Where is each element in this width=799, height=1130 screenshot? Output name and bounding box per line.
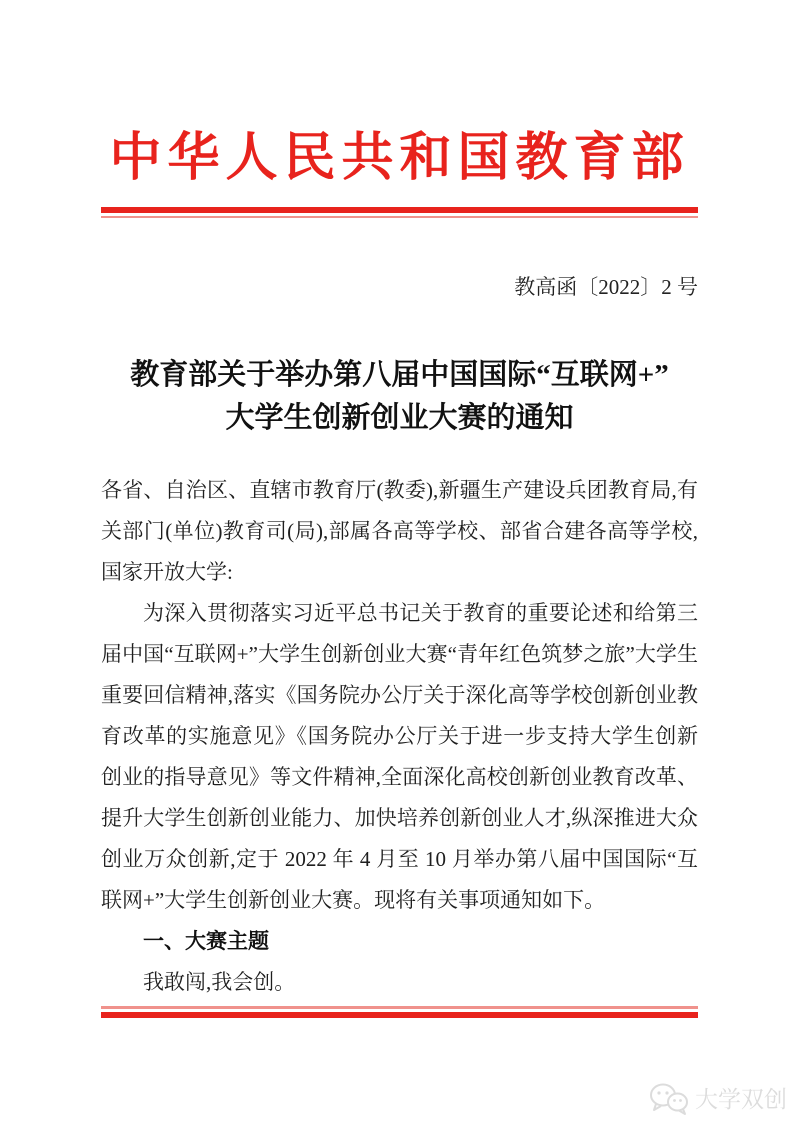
document-title-line1: 教育部关于举办第八届中国国际“互联网+”: [130, 359, 669, 391]
document-body: [101, 470, 698, 1003]
watermark-label: 大学双创: [695, 1085, 787, 1112]
paragraph-intro: 为深入贯彻落实习近平总书记关于教育的重要论述和给第三届中国“互联网+”大学生创新创业大赛“青年红色筑梦之旅”大学生重要回信精神,落实《国务院办公厅关于深化高等学校创新创业教育改革的实施意见》《国务院办公厅关于进一步支持大学生创新创业的指导意见》等文件精神,全面深化高校创新创业教育改革、提升大学生创新创业能力、加快培养创新创业人才,纵深推进大众创业万众创新,定于 2022 年 4 月至 10 月举办第八届中国国际“互联网+”大学生创新创业大赛。现将有关事项通知如下。: [101, 601, 698, 912]
letterhead-org-name: 中华人民共和国教育部: [109, 130, 690, 187]
red-rule-thick-line: [101, 1012, 698, 1018]
document-title-line2: 大学生创新创业大赛的通知: [225, 402, 574, 434]
section-1-heading: 一、大赛主题: [143, 930, 269, 953]
wechat-icon: [649, 1082, 689, 1116]
paragraph-addressees: 各省、自治区、直辖市教育厅(教委),新疆生产建设兵团教育局,有关部门(单位)教育司(局),部属各高等学校、部省合建各高等学校,国家开放大学:: [101, 478, 698, 584]
letterhead-red-rule: [101, 207, 698, 218]
document-number: 教高函〔2022〕2 号: [514, 275, 698, 299]
watermark: [649, 1082, 787, 1116]
footer-red-rule: [101, 1006, 698, 1018]
section-1-text: 我敢闯,我会创。: [143, 970, 296, 994]
document-title: [101, 354, 698, 440]
red-rule-thin-line: [101, 216, 698, 218]
